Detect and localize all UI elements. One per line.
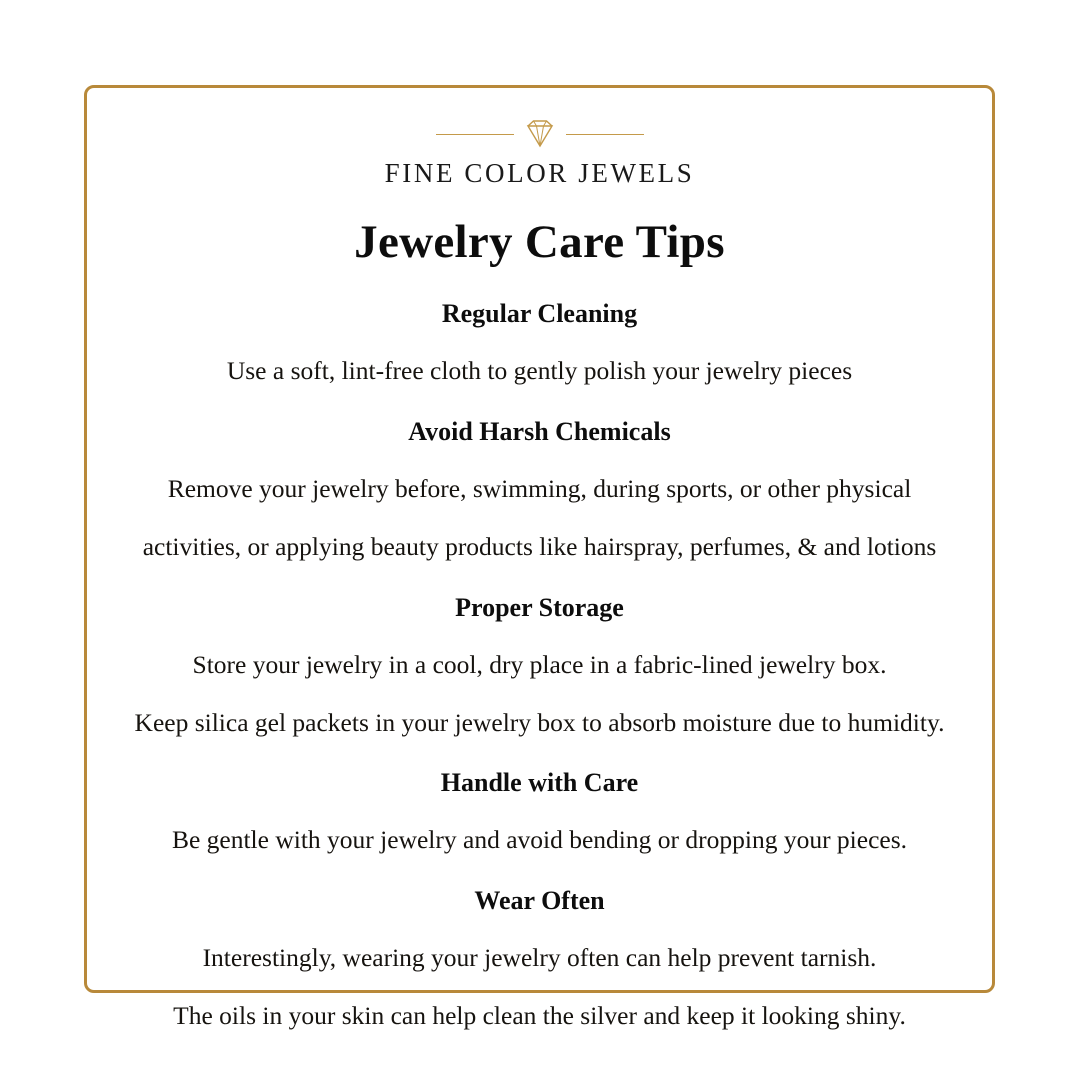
section-line: Store your jewelry in a cool, dry place in a fabric-lined jewelry box.	[192, 649, 887, 679]
section-heading: Wear Often	[474, 886, 605, 916]
section-handle-with-care	[121, 738, 958, 856]
section-line: activities, or applying beauty products like hairspray, perfumes, & and lotions	[142, 531, 937, 561]
content	[87, 269, 992, 1032]
brand-mark-row	[436, 112, 644, 156]
divider-left	[436, 134, 514, 135]
section-avoid-harsh-chemicals	[121, 387, 958, 563]
section-heading: Regular Cleaning	[441, 299, 638, 328]
divider-right	[566, 134, 644, 135]
page-title: Jewelry Care Tips	[354, 216, 725, 268]
gem-diamond-icon	[520, 114, 560, 154]
section-regular-cleaning	[121, 269, 958, 387]
section-line: Use a soft, lint-free cloth to gently polish your jewelry pieces	[226, 356, 853, 385]
section-line: Keep silica gel packets in your jewelry box to absorb moisture due to humidity.	[134, 707, 945, 737]
section-line: The oils in your skin can help clean the silver and keep it looking shiny.	[173, 1001, 906, 1031]
section-wear-often	[121, 856, 958, 1032]
section-line: Interestingly, wearing your jewelry often can help prevent tarnish.	[202, 943, 877, 973]
section-proper-storage	[121, 563, 958, 739]
brand-name: FINE COLOR JEWELS	[384, 158, 695, 188]
section-heading: Handle with Care	[440, 768, 639, 798]
care-tips-card	[84, 85, 995, 1031]
section-heading: Proper Storage	[455, 592, 624, 622]
section-heading: Avoid Harsh Chemicals	[408, 416, 671, 446]
brand-block	[87, 112, 992, 189]
section-line: Be gentle with your jewelry and avoid bending or dropping your pieces.	[171, 825, 908, 855]
section-line: Remove your jewelry before, swimming, during sports, or other physical	[167, 473, 912, 503]
